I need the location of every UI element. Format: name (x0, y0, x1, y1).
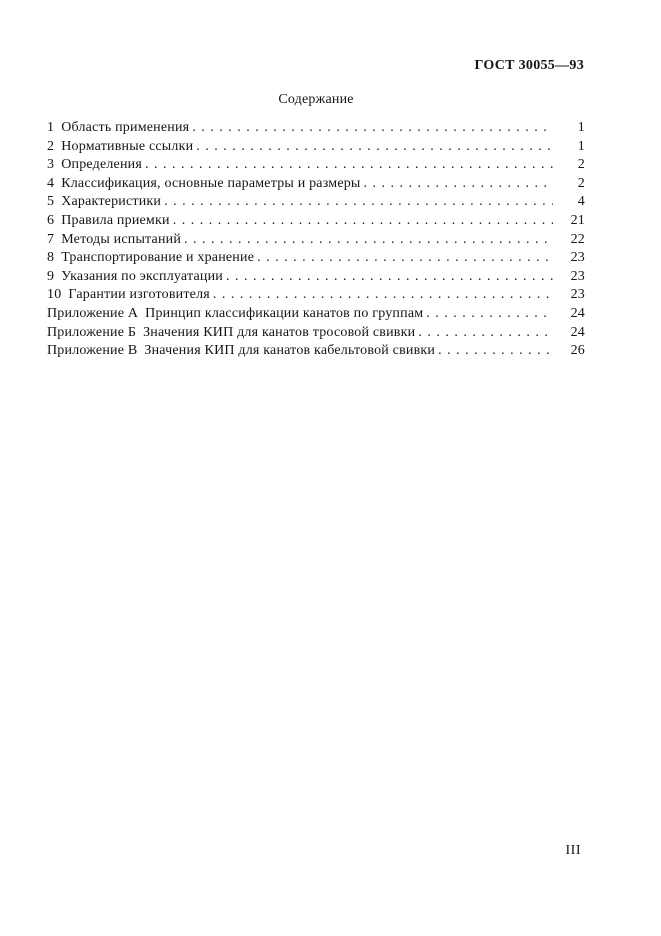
toc-entry-label: Указания по эксплуатации (61, 268, 223, 284)
document-standard-number: ГОСТ 30055—93 (474, 58, 584, 73)
toc-entry-number: 7 (47, 231, 55, 247)
toc-entry-page: 2 (577, 175, 585, 191)
toc-entry-number: 4 (47, 175, 55, 191)
toc-entry-number: Приложение А (47, 305, 139, 321)
toc-dot-leader (184, 232, 553, 248)
toc-entry-label: Правила приемки (61, 212, 170, 228)
toc-entry-label: Принцип классификации канатов по группам (145, 305, 424, 321)
toc-entry-number: 2 (47, 138, 55, 154)
toc-entry-label: Нормативные ссылки (61, 138, 194, 154)
toc-entry (47, 250, 585, 269)
toc-dot-leader (196, 139, 553, 155)
toc-entry-page: 2 (577, 157, 585, 173)
toc-dot-leader (192, 120, 553, 136)
toc-entry-number: 3 (47, 157, 55, 173)
toc-entry-label: Область применения (61, 120, 190, 135)
toc-entry-page: 21 (570, 212, 585, 228)
toc-entry-page: 23 (570, 268, 585, 284)
toc-entry-label: Методы испытаний (61, 231, 182, 247)
toc-entry-label: Значения КИП для канатов тросовой свивки (143, 324, 416, 340)
toc-dot-leader (257, 250, 553, 266)
toc-entry-page: 22 (570, 231, 585, 247)
toc-entry-number: 10 (47, 287, 62, 303)
toc-entry (47, 213, 585, 232)
toc-entry-number: Приложение Б (47, 324, 137, 340)
toc-entry-page: 1 (577, 138, 585, 154)
toc-heading: Содержание (278, 92, 354, 107)
toc-entry-number: 8 (47, 250, 55, 266)
toc-entry-number: 9 (47, 268, 55, 284)
toc-dot-leader (438, 343, 553, 359)
toc-entry-label: Гарантии изготовителя (68, 287, 210, 303)
toc-entry-label: Значения КИП для канатов кабельтовой свивки (144, 343, 436, 359)
toc-dot-leader (213, 287, 553, 303)
toc-entry (47, 176, 585, 195)
toc-entry-label: Определения (61, 157, 142, 173)
toc-dot-leader (418, 325, 553, 341)
toc-entry-page: 26 (570, 343, 585, 359)
toc-dot-leader (145, 157, 553, 173)
toc-dot-leader (226, 269, 553, 285)
toc-entry-page: 24 (570, 324, 585, 340)
toc-dot-leader (364, 176, 553, 192)
toc-entry (47, 139, 585, 158)
toc-entry (47, 157, 585, 176)
table-of-contents (47, 120, 585, 362)
toc-entry-number: Приложение В (47, 343, 138, 359)
toc-dot-leader (426, 306, 553, 322)
toc-entry-label: Классификация, основные параметры и размеры (61, 175, 361, 191)
toc-entry-number: 5 (47, 194, 55, 210)
toc-entry-appendix (47, 306, 585, 325)
toc-entry (47, 269, 585, 288)
toc-dot-leader (164, 194, 553, 210)
toc-dot-leader (173, 213, 553, 229)
toc-entry (47, 287, 585, 306)
toc-entry-appendix (47, 343, 585, 362)
toc-entry-page: 1 (577, 120, 585, 135)
toc-entry-label: Транспортирование и хранение (61, 250, 255, 266)
toc-entry-number: 1 (47, 120, 55, 135)
toc-entry-page: 23 (570, 287, 585, 303)
toc-entry-page: 24 (570, 305, 585, 321)
toc-entry-page: 23 (570, 250, 585, 266)
toc-entry (47, 194, 585, 213)
page-number-roman: III (565, 843, 581, 858)
toc-entry (47, 120, 585, 139)
toc-entry-appendix (47, 325, 585, 344)
toc-entry (47, 232, 585, 251)
toc-entry-number: 6 (47, 212, 55, 228)
toc-entry-page: 4 (577, 194, 585, 210)
toc-entry-label: Характеристики (61, 194, 162, 210)
